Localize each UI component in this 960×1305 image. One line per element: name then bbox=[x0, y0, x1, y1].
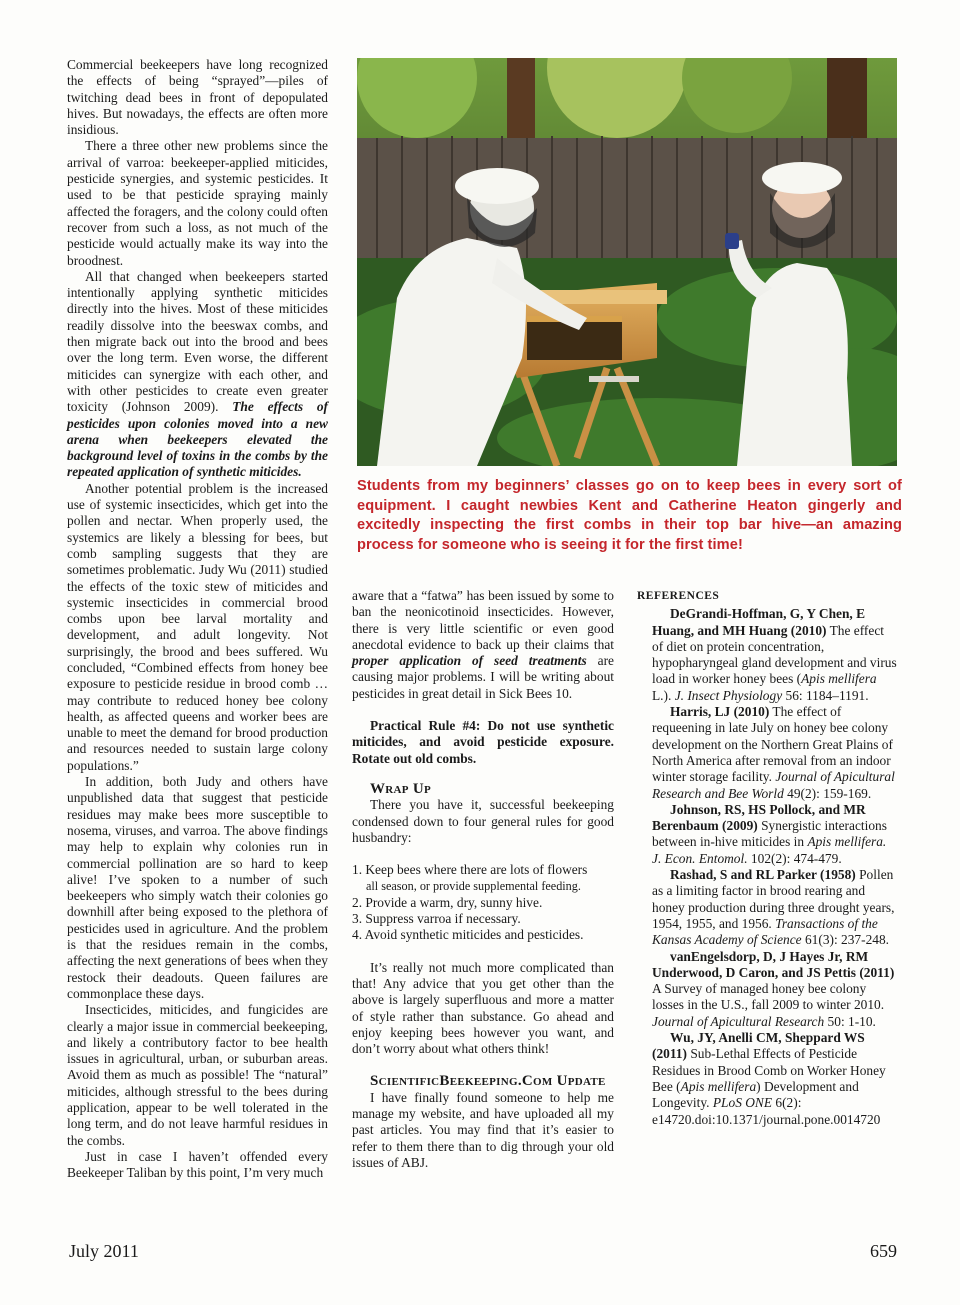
list-item: 4. Avoid synthetic miticides and pesticides. bbox=[352, 927, 584, 943]
emphasis-text: proper application of seed treatments bbox=[352, 653, 587, 669]
references-heading: REFERENCES bbox=[637, 590, 720, 602]
photo-illustration bbox=[357, 58, 897, 466]
reference-italic: Transactions of the Kansas Academy of Science bbox=[652, 915, 878, 948]
reference-italic: Journal of Apicultural Research and Bee World bbox=[652, 769, 895, 801]
reference-authors: vanEngelsdorp, D, J Hayes Jr, RM Underwood, D Caron, and JS Pettis (2011) bbox=[652, 948, 895, 980]
paragraph: Insecticides, miticides, and fungicides are clearly a major issue in commercial beekeeping, and likely a contributory factor to bee health issues in agricultural, urban, or suburban areas. Avoid them as much as possible! The “natural” miticides, although stressful to the bees during application, appear to be well tolerated in the long term, and do not leave harmful residues in the combs. bbox=[67, 1002, 328, 1148]
reference-authors: Johnson, RS, HS Pollock, and MR Berenbaum (2009) bbox=[652, 801, 866, 834]
list-item: all season, or provide supplemental feeding. bbox=[366, 879, 581, 894]
reference-item bbox=[637, 1030, 898, 1128]
practical-rule: Practical Rule #4: Do not use synthetic miticides, and avoid pesticide exposure. Rotate out old combs. bbox=[352, 718, 614, 766]
reference-authors: Harris, LJ (2010) bbox=[670, 704, 770, 720]
paragraph bbox=[352, 588, 614, 702]
paragraph: Another potential problem is the increased use of systemic insecticides, which get into the pollen and nectar. When properly used, the systemics are likely a blessing for bees, but comb sampling suggests that they are sometimes problematic. Judy Wu (2011) studied the effects of the toxic stew of miticides and systemic insecticides in commercial brood combs upon bee larval mortality and development, and adult longevity. Not surprisingly, the brood and bees suffered. Wu concluded, “Combined effects from honey bee exposure to pesticide residue in brood comb … may contribute to reduced honey bee colony health, as affected queens and worker bees are unable to meet the demand for brood production and resources needed to sustain large colony populations.” bbox=[67, 480, 328, 773]
article-column-2 bbox=[352, 588, 614, 1171]
reference-authors: DeGrandi-Hoffman, G, Y Chen, E Huang, and MH Huang (2010) bbox=[652, 606, 866, 638]
reference-text: The effect of diet on protein concentration, hypopharyngeal gland development and virus load in worker honey bees ( bbox=[652, 622, 897, 687]
reference-italic: PLoS ONE bbox=[712, 1095, 773, 1111]
references-list bbox=[637, 606, 898, 1128]
rules-list bbox=[352, 862, 614, 943]
paragraph: In addition, both Judy and others have unpublished data that suggest that pesticide residues may make bees more susceptible to nosema, viruses, and varroa. The above findings may help to explain why colonies run in commercial pollination are so hard to keep alive! I’ve spoken to a number of such beekeepers who simply watch their colonies go downhill after being exposed to the plethora of pesticides used in agriculture. And the problem is that the residues remain in the combs, affecting the next generations of bees when they restock their deadouts. Queen failures are commonplace these days. bbox=[67, 774, 328, 1001]
reference-authors: Rashad, S and RL Parker (1958) bbox=[670, 867, 856, 883]
paragraph: It’s really not much more complicated than that! Any advice that you get other than the above is largely superfluous and more a matter of style rather than substance. Go ahead and enjoy keeping bees however you want, and don’t worry about what others think! bbox=[352, 959, 614, 1057]
paragraph: I have finally found someone to help me manage my website, and have uploaded all my past articles. You may find that it’s easier to refer to them there than to dig through your old issues of ABJ. bbox=[352, 1089, 614, 1170]
beekeepers-photo bbox=[357, 58, 897, 466]
reference-italic: Apis mellifera bbox=[680, 1078, 757, 1094]
reference-text: ) Development and Longevity. bbox=[652, 1078, 859, 1111]
paragraph: Commercial beekeepers have long recognized the effects of being “sprayed”—piles of twitching dead bees in front of depopulated hives. But nowadays, the effects are often more insidious. bbox=[67, 57, 328, 138]
reference-italic: Journal of Apicultural Research bbox=[652, 1013, 825, 1029]
paragraph-text: are causing major problems. I will be writing about pesticides in great detail in Sick Bees 10. bbox=[352, 653, 614, 701]
reference-authors: Wu, JY, Anelli CM, Sheppard WS (2011) bbox=[652, 1030, 865, 1062]
section-heading: Wrap Up bbox=[370, 780, 432, 797]
reference-text: 50: 1-10. bbox=[824, 1013, 876, 1029]
list-item: 2. Provide a warm, dry, sunny hive. bbox=[352, 894, 543, 910]
paragraph bbox=[67, 269, 328, 481]
reference-item bbox=[637, 704, 898, 802]
emphasis-text: The effects of pesticides upon colonies moved into a new arena when beekeepers elevated the background level of toxins in the combs by the repeated application of synthetic miticides. bbox=[67, 399, 329, 480]
reference-text: 6(2): e14720.doi:10.1371/journal.pone.0014720 bbox=[652, 1095, 881, 1127]
list-item: 1. Keep bees where there are lots of flowers bbox=[352, 862, 588, 878]
reference-text: Sub-Lethal Effects of Pesticide Residues in Brood Comb on Worker Honey Bee ( bbox=[652, 1046, 886, 1094]
paragraph: Just in case I haven’t offended every Beekeeper Taliban by this point, I’m very much bbox=[67, 1148, 328, 1181]
reference-item bbox=[637, 606, 898, 704]
reference-text: 61(3): 237-248. bbox=[801, 932, 890, 948]
photo-caption: Students from my beginners’ classes go on to keep bees in every sort of equipment. I caught newbies Kent and Catherine Heaton gingerly and excitedly inspecting the first combs in their top bar hive—an amazing process for someone who is seeing it for the first time! bbox=[357, 478, 902, 553]
reference-italic: Apis mellifera bbox=[801, 671, 877, 687]
paragraph: There you have it, successful beekeeping condensed down to four general rules for good husbandry: bbox=[352, 797, 614, 845]
references-column bbox=[637, 588, 898, 1128]
article-column-1 bbox=[67, 57, 328, 1181]
reference-italic: Apis mellifera. J. Econ. Entomol. bbox=[652, 834, 887, 866]
section-heading: ScientificBeekeeping.Com Update bbox=[370, 1073, 606, 1090]
reference-text: 102(2): 474-479. bbox=[747, 850, 842, 866]
paragraph: There a three other new problems since the arrival of varroa: beekeeper-applied miticides, pesticide synergies, and systemic pesticides. It used to be that pesticide spraying mainly affected the foragers, and the colony could often recover from such a loss, as not much of the pesticide would actually make its way into the broodnest. bbox=[67, 138, 328, 268]
list-item: 3. Suppress varroa if necessary. bbox=[352, 911, 521, 927]
reference-text: Pollen as a limiting factor in brood rearing and honey production during three drought years, 1954, 1955, and 1956. bbox=[652, 867, 895, 931]
reference-text: A Survey of managed honey bee colony losses in the U.S., fall 2009 to winter 2010. bbox=[652, 981, 885, 1013]
page-number: 659 bbox=[870, 1241, 897, 1261]
reference-text: The effect of requeening in late July on honey bee colony development on the Northern Great Plains of North America after removal from an indoor winter storage facility. bbox=[652, 704, 893, 785]
reference-item bbox=[637, 949, 898, 1030]
reference-text: L.). bbox=[652, 687, 675, 703]
paragraph-text: All that changed when beekeepers started intentionally applying synthetic miticides directly into the hives. Most of these miticides readily dissolve into the beeswax combs, and then migrate back out into the brood and bees over the long term. Even worse, the different miticides can synergize with each other, and with other pesticides to create even greater toxicity (Johnson 2009). bbox=[67, 268, 328, 415]
paragraph-text: aware that a “fatwa” has been issued by some to ban the neonicotinoid insecticides. However, there is very little scientific or even good anecdotal evidence to back up their claims that bbox=[352, 588, 614, 652]
footer-date: July 2011 bbox=[69, 1241, 139, 1261]
reference-text: Synergistic interactions between in-hive miticides in bbox=[652, 818, 887, 850]
reference-item bbox=[637, 867, 898, 948]
reference-text: 49(2): 159-169. bbox=[783, 785, 872, 801]
reference-text: 56: 1184–1191. bbox=[782, 687, 869, 703]
reference-italic: J. Insect Physiology bbox=[674, 687, 783, 703]
reference-item bbox=[637, 802, 898, 867]
